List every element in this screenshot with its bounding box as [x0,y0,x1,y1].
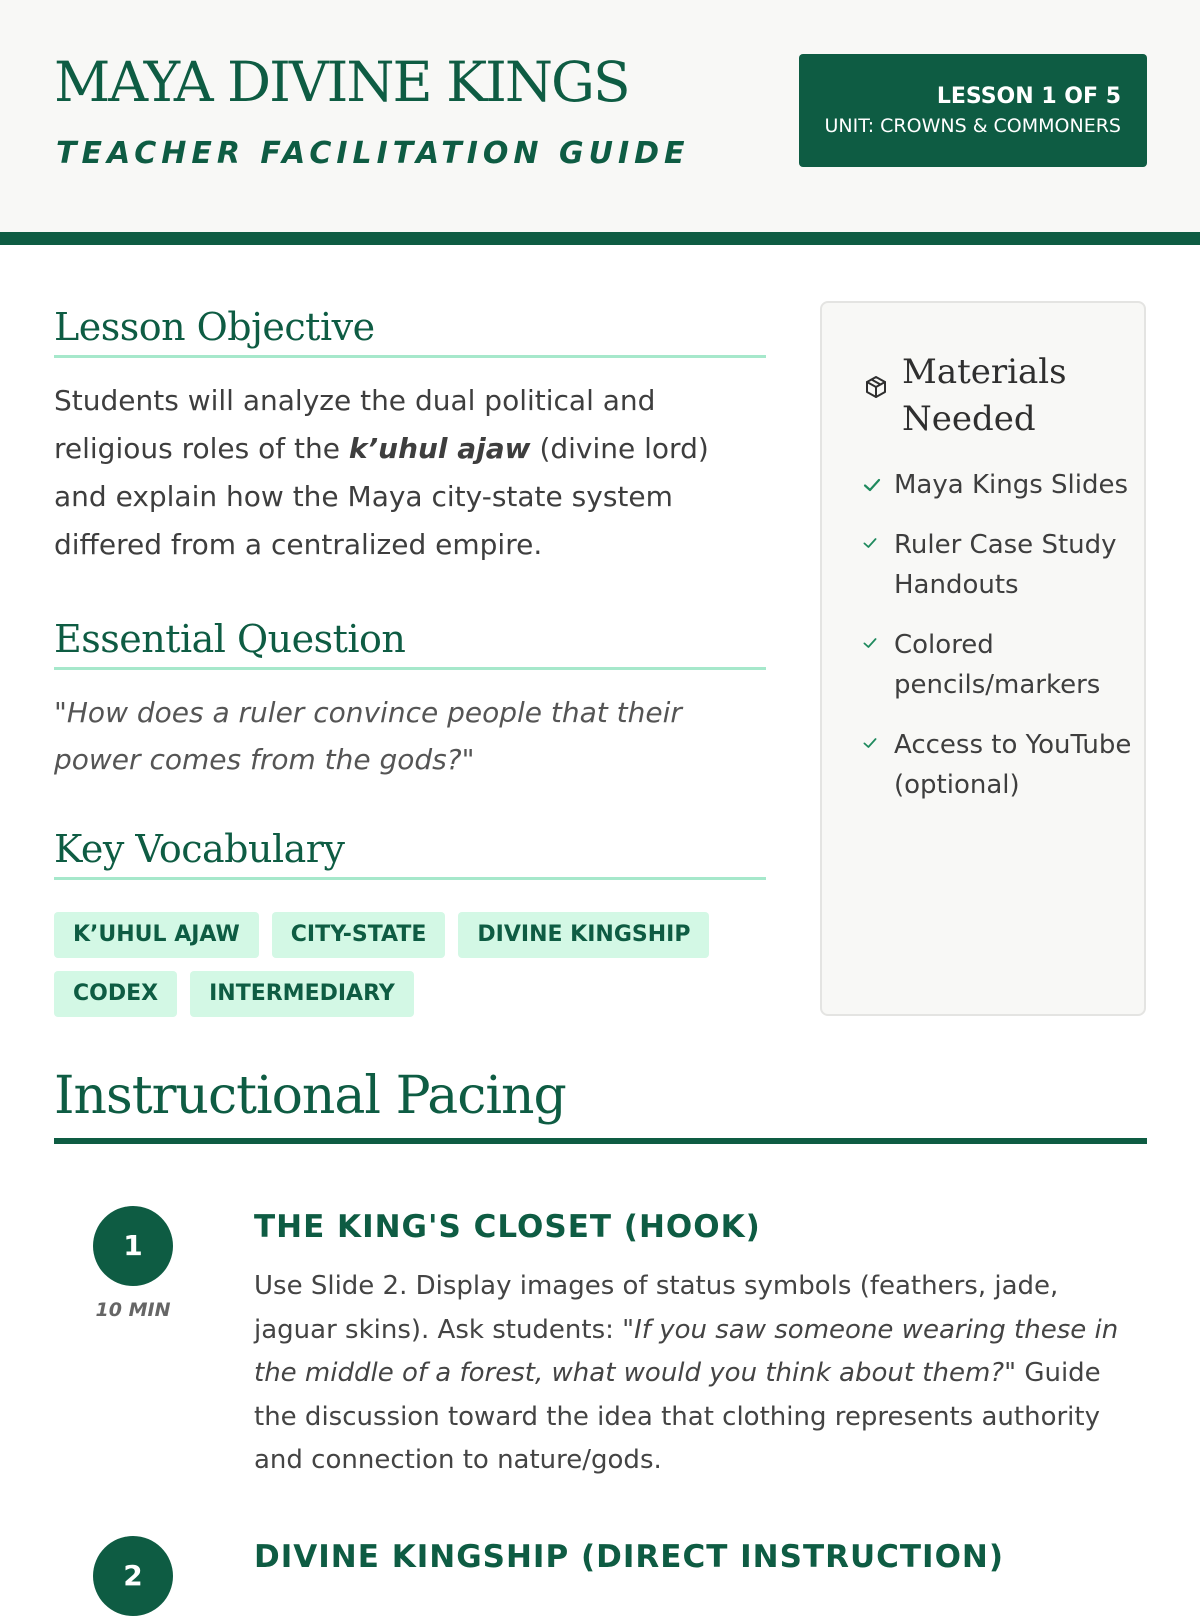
vocabulary-heading: Key Vocabulary [54,830,766,880]
unit-name: UNIT: CROWNS & COMMONERS [824,115,1121,137]
material-label: Access to YouTube (optional) [894,730,1132,800]
step-quote: "If you saw someone wearing these in the middle of a forest, what would you think about them?" [254,1314,1119,1388]
materials-panel [820,301,1146,1016]
objective-text-after: (divine lord) and explain how the Maya city-state system differed from a centralized empire. [54,432,709,561]
materials-list [862,465,1132,825]
check-icon [862,725,894,755]
page-header [0,0,1200,245]
material-label: Ruler Case Study Handouts [894,530,1117,600]
page-title: MAYA DIVINE KINGS [54,50,629,114]
materials-title: Materials Needed [902,352,1067,439]
check-icon [862,465,894,499]
list-item [862,725,1132,805]
step-text-after: Guide the discussion toward the idea that clothing represents authority and connection to nature/gods. [254,1358,1101,1475]
step-number: 1 [93,1206,173,1286]
step-text-before: Use Slide 2. Display images of status symbols (feathers, jade, jaguar skins). Ask students: [254,1271,1059,1345]
lesson-number: LESSON 1 OF 5 [936,84,1121,109]
vocab-tag: CODEX [54,971,177,1017]
list-item [862,525,1132,605]
vocab-tag: K’UHUL AJAW [54,912,259,958]
step-number: 2 [93,1536,173,1616]
objective-heading: Lesson Objective [54,308,766,358]
essential-question-text: "How does a ruler convince people that their power comes from the gods?" [54,696,682,776]
page-subtitle: TEACHER FACILITATION GUIDE [56,136,690,171]
check-icon [862,525,894,555]
pacing-heading: Instructional Pacing [54,1070,1147,1144]
step-description [254,1265,1134,1483]
step-duration: 10 MIN [95,1299,171,1321]
vocabulary-list [54,912,766,1017]
check-icon [862,625,894,655]
list-item [862,465,1132,505]
vocab-tag: CITY-STATE [272,912,446,958]
essential-question-heading: Essential Question [54,620,766,670]
step-title: DIVINE KINGSHIP (DIRECT INSTRUCTION) [254,1539,1005,1575]
vocab-tag: INTERMEDIARY [190,971,414,1017]
box-icon [864,375,888,403]
material-label: Colored pencils/markers [894,630,1101,700]
list-item [862,625,1132,705]
material-label: Maya Kings Slides [894,470,1129,500]
objective-text-before: Students will analyze the dual political and religious roles of the [54,384,656,465]
step-title: THE KING'S CLOSET (HOOK) [254,1209,761,1245]
lesson-badge [799,54,1147,167]
objective-text [54,377,766,569]
objective-term: k’uhul ajaw [348,432,531,465]
vocab-tag: DIVINE KINGSHIP [458,912,709,958]
